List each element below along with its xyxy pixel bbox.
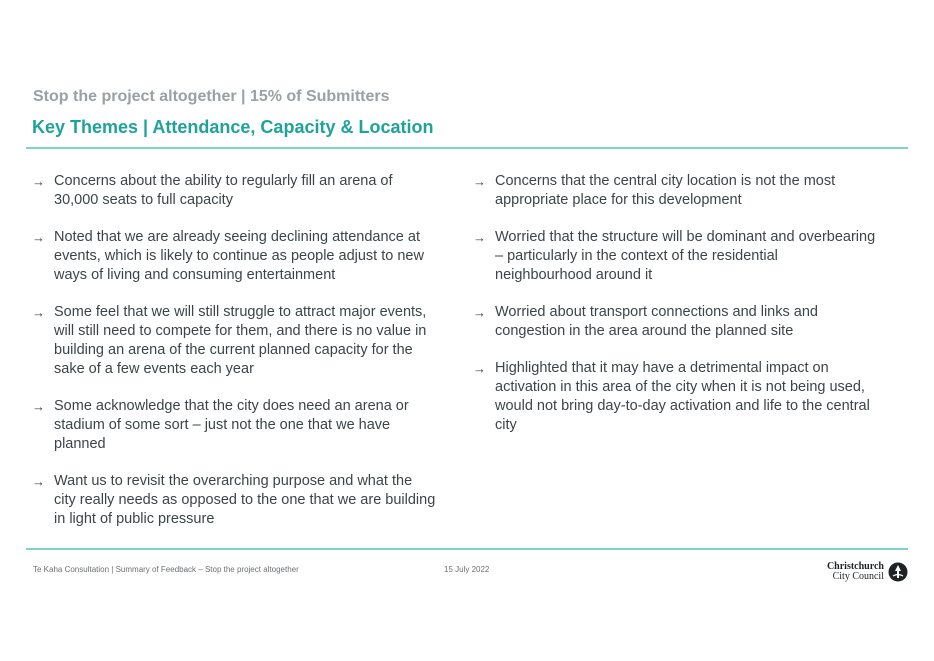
bullet-item [473,228,878,285]
right-arrow-icon: → [32,399,45,414]
footer-document-title: Te Kaha Consultation | Summary of Feedback – Stop the project altogether [33,565,299,574]
right-arrow-icon: → [32,174,45,189]
footer-date: 15 July 2022 [444,565,490,574]
section-subtitle: Stop the project altogether | 15% of Submitters [33,88,390,105]
right-arrow-icon: → [32,230,45,245]
bullet-item [32,472,437,529]
right-arrow-icon: → [473,361,486,376]
footer-divider [26,548,908,550]
bullet-text: Concerns about the ability to regularly fill an arena of 30,000 seats to full capacity [54,173,393,208]
right-column [473,172,878,453]
bullet-text: Some acknowledge that the city does need an arena or stadium of some sort – just not the one that we have planned [54,398,409,452]
header-divider [26,147,908,149]
right-arrow-icon: → [473,174,486,189]
bullet-item [32,172,437,210]
logo-wordmark [827,562,884,582]
page-title: Key Themes | Attendance, Capacity & Location [32,117,434,137]
bullet-text: Highlighted that it may have a detrimental impact on activation in this area of the city when it is not being used, would not bring day-to-day activation and life to the central city [495,360,870,433]
bullet-text: Some feel that we will still struggle to attract major events, will still need to compete for them, and there is no value in building an arena of the current planned capacity for the sake of a few events each year [54,304,427,377]
bullet-item [473,172,878,210]
right-arrow-icon: → [473,230,486,245]
right-arrow-icon: → [473,305,486,320]
bullet-text: Noted that we are already seeing declining attendance at events, which is likely to continue as people adjust to new ways of living and consuming entertainment [54,229,424,283]
bullet-text: Worried about transport connections and links and congestion in the area around the planned site [495,304,818,339]
bullet-text: Concerns that the central city location is not the most appropriate place for this development [495,173,836,208]
bullet-item [473,303,878,341]
left-column [32,172,437,547]
bullet-text: Worried that the structure will be dominant and overbearing – particularly in the context of the residential neighbourhood around it [495,229,876,283]
logo-line-1: Christchurch [826,561,884,572]
right-arrow-icon: → [32,474,45,489]
council-emblem-icon [888,562,908,582]
bullet-item [32,397,437,454]
bullet-text: Want us to revisit the overarching purpose and what the city really needs as opposed to the one that we are building in light of public pressure [54,473,436,527]
bullet-item [32,228,437,285]
logo-line-2: City Council [832,571,884,582]
bullet-item [32,303,437,379]
bullet-item [473,359,878,435]
right-arrow-icon: → [32,305,45,320]
council-logo [828,562,910,584]
